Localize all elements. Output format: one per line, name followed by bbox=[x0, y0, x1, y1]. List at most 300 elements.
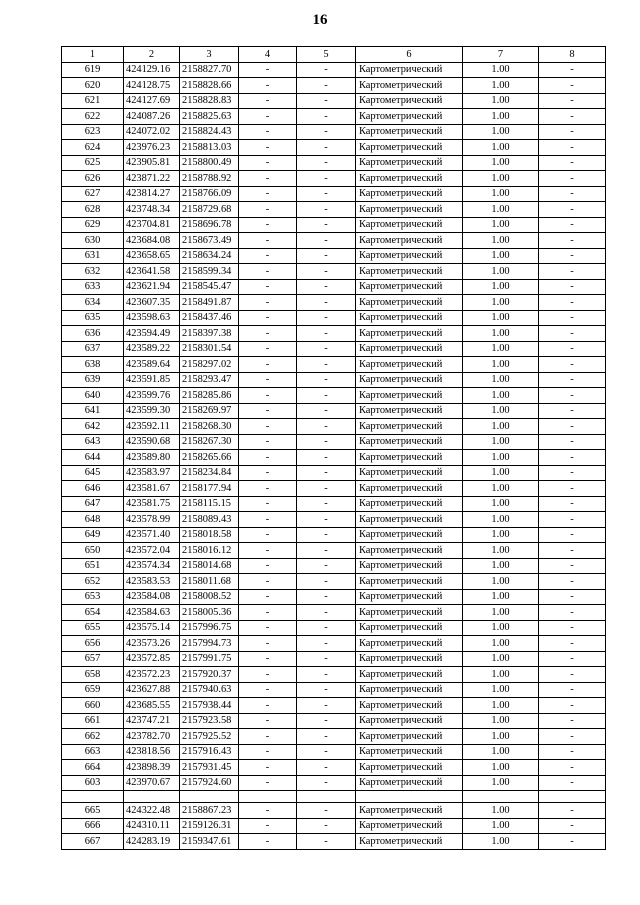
cell-col-4: - bbox=[239, 186, 297, 202]
cell-col-8: - bbox=[539, 233, 606, 249]
cell-accuracy: 1.00 bbox=[463, 279, 539, 295]
cell-coord-y: 2157923.58 bbox=[180, 713, 239, 729]
cell-point-number: 621 bbox=[62, 93, 124, 109]
column-header-1: 1 bbox=[62, 47, 124, 63]
cell-coord-x: 423583.53 bbox=[124, 574, 180, 590]
cell-col-5: - bbox=[297, 512, 356, 528]
cell-point-number: 645 bbox=[62, 465, 124, 481]
cell-method: Картометрический bbox=[356, 698, 463, 714]
cell-coord-x: 424128.75 bbox=[124, 78, 180, 94]
table-row bbox=[62, 729, 606, 745]
cell-accuracy: 1.00 bbox=[463, 295, 539, 311]
cell-method: Картометрический bbox=[356, 62, 463, 78]
cell-col-8: - bbox=[539, 543, 606, 559]
cell-col-8: - bbox=[539, 620, 606, 636]
cell-col-4: - bbox=[239, 760, 297, 776]
cell-point-number: 665 bbox=[62, 803, 124, 819]
cell-accuracy: 1.00 bbox=[463, 496, 539, 512]
cell-method: Картометрический bbox=[356, 713, 463, 729]
cell-col-8: - bbox=[539, 248, 606, 264]
cell-col-5: - bbox=[297, 527, 356, 543]
cell-col-4: - bbox=[239, 450, 297, 466]
cell-accuracy: 1.00 bbox=[463, 202, 539, 218]
cell-coord-y: 2157940.63 bbox=[180, 682, 239, 698]
cell-col-4: - bbox=[239, 713, 297, 729]
cell-col-8: - bbox=[539, 62, 606, 78]
cell-method: Картометрический bbox=[356, 372, 463, 388]
cell-coord-x: 423871.22 bbox=[124, 171, 180, 187]
cell-coord-y: 2158673.49 bbox=[180, 233, 239, 249]
cell-col-4: - bbox=[239, 233, 297, 249]
cell-col-5: - bbox=[297, 589, 356, 605]
cell-method: Картометрический bbox=[356, 310, 463, 326]
cell-coord-y: 2158800.49 bbox=[180, 155, 239, 171]
cell-point-number: 629 bbox=[62, 217, 124, 233]
cell-coord-x: 423573.26 bbox=[124, 636, 180, 652]
column-header-7: 7 bbox=[463, 47, 539, 63]
cell-accuracy bbox=[463, 791, 539, 803]
cell-col-8: - bbox=[539, 217, 606, 233]
cell-method: Картометрический bbox=[356, 295, 463, 311]
cell-accuracy: 1.00 bbox=[463, 326, 539, 342]
cell-accuracy: 1.00 bbox=[463, 403, 539, 419]
cell-coord-x: 423572.85 bbox=[124, 651, 180, 667]
cell-col-4: - bbox=[239, 589, 297, 605]
table-row bbox=[62, 326, 606, 342]
cell-method: Картометрический bbox=[356, 682, 463, 698]
cell-point-number: 656 bbox=[62, 636, 124, 652]
cell-col-5: - bbox=[297, 357, 356, 373]
table-row bbox=[62, 403, 606, 419]
cell-coord-y: 2158005.36 bbox=[180, 605, 239, 621]
cell-col-4: - bbox=[239, 124, 297, 140]
cell-point-number: 623 bbox=[62, 124, 124, 140]
cell-col-4: - bbox=[239, 682, 297, 698]
cell-col-4: - bbox=[239, 651, 297, 667]
cell-col-5: - bbox=[297, 744, 356, 760]
cell-col-4: - bbox=[239, 403, 297, 419]
table-row bbox=[62, 279, 606, 295]
cell-accuracy: 1.00 bbox=[463, 543, 539, 559]
cell-coord-y: 2158265.66 bbox=[180, 450, 239, 466]
cell-col-8: - bbox=[539, 481, 606, 497]
cell-accuracy: 1.00 bbox=[463, 574, 539, 590]
cell-accuracy: 1.00 bbox=[463, 450, 539, 466]
cell-method: Картометрический bbox=[356, 558, 463, 574]
table-row bbox=[62, 419, 606, 435]
cell-point-number: 654 bbox=[62, 605, 124, 621]
cell-col-8: - bbox=[539, 419, 606, 435]
cell-coord-x: 424310.11 bbox=[124, 818, 180, 834]
table-row bbox=[62, 803, 606, 819]
cell-method: Картометрический bbox=[356, 527, 463, 543]
cell-coord-x: 423607.35 bbox=[124, 295, 180, 311]
cell-coord-y: 2158696.78 bbox=[180, 217, 239, 233]
cell-point-number: 637 bbox=[62, 341, 124, 357]
cell-col-4: - bbox=[239, 372, 297, 388]
cell-coord-x: 423748.34 bbox=[124, 202, 180, 218]
cell-coord-x bbox=[124, 791, 180, 803]
cell-col-5: - bbox=[297, 78, 356, 94]
cell-coord-x: 423627.88 bbox=[124, 682, 180, 698]
cell-point-number: 664 bbox=[62, 760, 124, 776]
table-row bbox=[62, 775, 606, 791]
cell-coord-y: 2158297.02 bbox=[180, 357, 239, 373]
cell-col-5: - bbox=[297, 803, 356, 819]
cell-col-4: - bbox=[239, 217, 297, 233]
cell-accuracy: 1.00 bbox=[463, 388, 539, 404]
column-header-2: 2 bbox=[124, 47, 180, 63]
cell-method: Картометрический bbox=[356, 465, 463, 481]
cell-coord-y: 2158293.47 bbox=[180, 372, 239, 388]
cell-col-4: - bbox=[239, 171, 297, 187]
cell-col-4: - bbox=[239, 465, 297, 481]
cell-col-8: - bbox=[539, 713, 606, 729]
cell-col-5: - bbox=[297, 419, 356, 435]
cell-col-4: - bbox=[239, 326, 297, 342]
cell-col-4: - bbox=[239, 620, 297, 636]
cell-col-4: - bbox=[239, 357, 297, 373]
cell-coord-y: 2158267.30 bbox=[180, 434, 239, 450]
cell-method: Картометрический bbox=[356, 388, 463, 404]
cell-method: Картометрический bbox=[356, 124, 463, 140]
cell-coord-y: 2158828.83 bbox=[180, 93, 239, 109]
cell-method: Картометрический bbox=[356, 403, 463, 419]
cell-col-4: - bbox=[239, 78, 297, 94]
cell-coord-x: 423641.58 bbox=[124, 264, 180, 280]
cell-method: Картометрический bbox=[356, 233, 463, 249]
cell-point-number: 628 bbox=[62, 202, 124, 218]
cell-coord-y: 2159126.31 bbox=[180, 818, 239, 834]
cell-accuracy: 1.00 bbox=[463, 78, 539, 94]
table-row bbox=[62, 744, 606, 760]
cell-col-4: - bbox=[239, 605, 297, 621]
cell-col-5: - bbox=[297, 496, 356, 512]
cell-col-5: - bbox=[297, 682, 356, 698]
cell-coord-x: 423976.23 bbox=[124, 140, 180, 156]
cell-col-8: - bbox=[539, 279, 606, 295]
cell-col-8: - bbox=[539, 155, 606, 171]
cell-col-5: - bbox=[297, 729, 356, 745]
cell-col-4: - bbox=[239, 744, 297, 760]
cell-accuracy: 1.00 bbox=[463, 310, 539, 326]
cell-col-5: - bbox=[297, 558, 356, 574]
cell-col-4: - bbox=[239, 264, 297, 280]
cell-method: Картометрический bbox=[356, 803, 463, 819]
cell-coord-y: 2158491.87 bbox=[180, 295, 239, 311]
table-row bbox=[62, 372, 606, 388]
cell-col-8: - bbox=[539, 574, 606, 590]
cell-coord-y: 2157931.45 bbox=[180, 760, 239, 776]
cell-accuracy: 1.00 bbox=[463, 140, 539, 156]
table-row bbox=[62, 140, 606, 156]
cell-point-number: 657 bbox=[62, 651, 124, 667]
cell-coord-y bbox=[180, 791, 239, 803]
cell-coord-y: 2158813.03 bbox=[180, 140, 239, 156]
cell-col-8: - bbox=[539, 202, 606, 218]
cell-accuracy: 1.00 bbox=[463, 109, 539, 125]
cell-method: Картометрический bbox=[356, 620, 463, 636]
cell-col-5: - bbox=[297, 620, 356, 636]
cell-coord-x: 423905.81 bbox=[124, 155, 180, 171]
cell-method: Картометрический bbox=[356, 202, 463, 218]
cell-accuracy: 1.00 bbox=[463, 124, 539, 140]
table-row bbox=[62, 713, 606, 729]
table-row bbox=[62, 388, 606, 404]
column-header-8: 8 bbox=[539, 47, 606, 63]
cell-coord-y: 2158008.52 bbox=[180, 589, 239, 605]
cell-point-number: 662 bbox=[62, 729, 124, 745]
table-row bbox=[62, 248, 606, 264]
cell-accuracy: 1.00 bbox=[463, 729, 539, 745]
cell-coord-y: 2158016.12 bbox=[180, 543, 239, 559]
cell-coord-x: 423599.76 bbox=[124, 388, 180, 404]
table-row bbox=[62, 512, 606, 528]
table-row bbox=[62, 78, 606, 94]
cell-col-5: - bbox=[297, 403, 356, 419]
cell-accuracy: 1.00 bbox=[463, 682, 539, 698]
cell-accuracy: 1.00 bbox=[463, 834, 539, 850]
cell-col-4: - bbox=[239, 310, 297, 326]
table-row bbox=[62, 202, 606, 218]
cell-coord-y: 2157925.52 bbox=[180, 729, 239, 745]
table-row bbox=[62, 93, 606, 109]
cell-col-5: - bbox=[297, 651, 356, 667]
cell-col-8: - bbox=[539, 512, 606, 528]
cell-coord-x: 423578.99 bbox=[124, 512, 180, 528]
cell-point-number: 667 bbox=[62, 834, 124, 850]
cell-col-8: - bbox=[539, 729, 606, 745]
cell-method: Картометрический bbox=[356, 171, 463, 187]
cell-col-4: - bbox=[239, 279, 297, 295]
cell-coord-y: 2158285.86 bbox=[180, 388, 239, 404]
cell-col-8: - bbox=[539, 450, 606, 466]
cell-method: Картометрический bbox=[356, 248, 463, 264]
cell-coord-y: 2157916.43 bbox=[180, 744, 239, 760]
cell-method: Картометрический bbox=[356, 140, 463, 156]
cell-col-5: - bbox=[297, 295, 356, 311]
cell-method: Картометрический bbox=[356, 419, 463, 435]
cell-method: Картометрический bbox=[356, 496, 463, 512]
cell-coord-x: 423584.63 bbox=[124, 605, 180, 621]
cell-col-8: - bbox=[539, 140, 606, 156]
cell-coord-y: 2158397.38 bbox=[180, 326, 239, 342]
cell-col-4: - bbox=[239, 729, 297, 745]
cell-accuracy: 1.00 bbox=[463, 171, 539, 187]
table-row bbox=[62, 589, 606, 605]
cell-col-4: - bbox=[239, 388, 297, 404]
cell-accuracy: 1.00 bbox=[463, 465, 539, 481]
cell-coord-x: 423782.70 bbox=[124, 729, 180, 745]
cell-coord-y: 2158828.66 bbox=[180, 78, 239, 94]
cell-col-5: - bbox=[297, 388, 356, 404]
table-row bbox=[62, 434, 606, 450]
cell-coord-x: 423581.75 bbox=[124, 496, 180, 512]
cell-col-4: - bbox=[239, 295, 297, 311]
cell-accuracy: 1.00 bbox=[463, 527, 539, 543]
table-header-row bbox=[62, 47, 606, 63]
cell-col-8: - bbox=[539, 388, 606, 404]
cell-coord-y: 2158301.54 bbox=[180, 341, 239, 357]
cell-col-5: - bbox=[297, 62, 356, 78]
cell-col-5: - bbox=[297, 93, 356, 109]
cell-coord-y: 2158177.94 bbox=[180, 481, 239, 497]
cell-accuracy: 1.00 bbox=[463, 419, 539, 435]
cell-method: Картометрический bbox=[356, 574, 463, 590]
table-row bbox=[62, 341, 606, 357]
cell-coord-y: 2158234.84 bbox=[180, 465, 239, 481]
cell-accuracy: 1.00 bbox=[463, 605, 539, 621]
cell-col-8: - bbox=[539, 496, 606, 512]
cell-col-5: - bbox=[297, 202, 356, 218]
cell-coord-x: 423658.65 bbox=[124, 248, 180, 264]
cell-col-8: - bbox=[539, 834, 606, 850]
cell-accuracy: 1.00 bbox=[463, 233, 539, 249]
cell-col-4: - bbox=[239, 496, 297, 512]
cell-col-5: - bbox=[297, 434, 356, 450]
cell-col-5: - bbox=[297, 481, 356, 497]
cell-coord-x: 423594.49 bbox=[124, 326, 180, 342]
table-row bbox=[62, 217, 606, 233]
cell-col-4: - bbox=[239, 93, 297, 109]
cell-coord-x: 423704.81 bbox=[124, 217, 180, 233]
table-row bbox=[62, 605, 606, 621]
cell-point-number: 627 bbox=[62, 186, 124, 202]
cell-col-8: - bbox=[539, 589, 606, 605]
cell-coord-x: 424127.69 bbox=[124, 93, 180, 109]
cell-col-5: - bbox=[297, 109, 356, 125]
cell-col-4: - bbox=[239, 481, 297, 497]
cell-coord-x: 423818.56 bbox=[124, 744, 180, 760]
cell-point-number: 655 bbox=[62, 620, 124, 636]
cell-coord-y: 2157991.75 bbox=[180, 651, 239, 667]
cell-point-number: 646 bbox=[62, 481, 124, 497]
cell-coord-x: 423685.55 bbox=[124, 698, 180, 714]
cell-coord-y: 2158766.09 bbox=[180, 186, 239, 202]
cell-coord-y: 2158729.68 bbox=[180, 202, 239, 218]
cell-coord-x: 423621.94 bbox=[124, 279, 180, 295]
cell-method: Картометрический bbox=[356, 264, 463, 280]
cell-coord-y: 2158014.68 bbox=[180, 558, 239, 574]
cell-method: Картометрический bbox=[356, 667, 463, 683]
cell-accuracy: 1.00 bbox=[463, 264, 539, 280]
cell-point-number: 638 bbox=[62, 357, 124, 373]
cell-col-4: - bbox=[239, 834, 297, 850]
cell-col-5 bbox=[297, 791, 356, 803]
cell-col-4: - bbox=[239, 202, 297, 218]
cell-col-5: - bbox=[297, 605, 356, 621]
cell-coord-x: 424322.48 bbox=[124, 803, 180, 819]
cell-col-5: - bbox=[297, 326, 356, 342]
cell-coord-x: 423584.08 bbox=[124, 589, 180, 605]
cell-coord-x: 423598.63 bbox=[124, 310, 180, 326]
table-row bbox=[62, 124, 606, 140]
cell-col-8: - bbox=[539, 465, 606, 481]
cell-col-5: - bbox=[297, 341, 356, 357]
cell-accuracy: 1.00 bbox=[463, 357, 539, 373]
cell-accuracy: 1.00 bbox=[463, 558, 539, 574]
cell-method: Картометрический bbox=[356, 450, 463, 466]
cell-col-8: - bbox=[539, 403, 606, 419]
cell-coord-x: 424087.26 bbox=[124, 109, 180, 125]
table-row bbox=[62, 496, 606, 512]
cell-point-number: 643 bbox=[62, 434, 124, 450]
cell-point-number: 636 bbox=[62, 326, 124, 342]
cell-col-8: - bbox=[539, 341, 606, 357]
cell-col-5: - bbox=[297, 543, 356, 559]
table-row bbox=[62, 527, 606, 543]
cell-col-4: - bbox=[239, 248, 297, 264]
cell-col-4: - bbox=[239, 558, 297, 574]
cell-point-number: 624 bbox=[62, 140, 124, 156]
cell-accuracy: 1.00 bbox=[463, 667, 539, 683]
cell-accuracy: 1.00 bbox=[463, 62, 539, 78]
table-row bbox=[62, 791, 606, 803]
cell-method: Картометрический bbox=[356, 279, 463, 295]
cell-col-8: - bbox=[539, 310, 606, 326]
cell-col-5: - bbox=[297, 760, 356, 776]
cell-accuracy: 1.00 bbox=[463, 93, 539, 109]
cell-accuracy: 1.00 bbox=[463, 155, 539, 171]
cell-col-8: - bbox=[539, 527, 606, 543]
table-row bbox=[62, 450, 606, 466]
cell-col-5: - bbox=[297, 310, 356, 326]
cell-col-8: - bbox=[539, 357, 606, 373]
cell-col-8: - bbox=[539, 682, 606, 698]
column-header-5: 5 bbox=[297, 47, 356, 63]
table-row bbox=[62, 171, 606, 187]
cell-coord-y: 2158825.63 bbox=[180, 109, 239, 125]
column-header-4: 4 bbox=[239, 47, 297, 63]
cell-point-number: 619 bbox=[62, 62, 124, 78]
cell-point-number: 651 bbox=[62, 558, 124, 574]
cell-coord-x: 423572.23 bbox=[124, 667, 180, 683]
cell-accuracy: 1.00 bbox=[463, 512, 539, 528]
cell-point-number: 648 bbox=[62, 512, 124, 528]
cell-coord-x: 423898.39 bbox=[124, 760, 180, 776]
cell-col-5: - bbox=[297, 186, 356, 202]
cell-col-4: - bbox=[239, 775, 297, 791]
cell-point-number: 620 bbox=[62, 78, 124, 94]
cell-coord-y: 2158437.46 bbox=[180, 310, 239, 326]
cell-col-8: - bbox=[539, 636, 606, 652]
cell-point-number: 632 bbox=[62, 264, 124, 280]
cell-accuracy: 1.00 bbox=[463, 186, 539, 202]
cell-accuracy: 1.00 bbox=[463, 744, 539, 760]
cell-col-8: - bbox=[539, 78, 606, 94]
cell-method: Картометрический bbox=[356, 775, 463, 791]
cell-point-number: 625 bbox=[62, 155, 124, 171]
cell-col-5: - bbox=[297, 465, 356, 481]
cell-col-8: - bbox=[539, 803, 606, 819]
cell-accuracy: 1.00 bbox=[463, 636, 539, 652]
cell-col-8: - bbox=[539, 744, 606, 760]
cell-point-number: 649 bbox=[62, 527, 124, 543]
column-header-3: 3 bbox=[180, 47, 239, 63]
cell-accuracy: 1.00 bbox=[463, 803, 539, 819]
table-row bbox=[62, 667, 606, 683]
cell-col-4: - bbox=[239, 62, 297, 78]
cell-method: Картометрический bbox=[356, 834, 463, 850]
cell-coord-x: 423599.30 bbox=[124, 403, 180, 419]
cell-accuracy: 1.00 bbox=[463, 217, 539, 233]
cell-method: Картометрический bbox=[356, 341, 463, 357]
cell-method: Картометрический bbox=[356, 155, 463, 171]
cell-col-5: - bbox=[297, 279, 356, 295]
cell-point-number: 661 bbox=[62, 713, 124, 729]
cell-method: Картометрический bbox=[356, 109, 463, 125]
cell-accuracy: 1.00 bbox=[463, 620, 539, 636]
